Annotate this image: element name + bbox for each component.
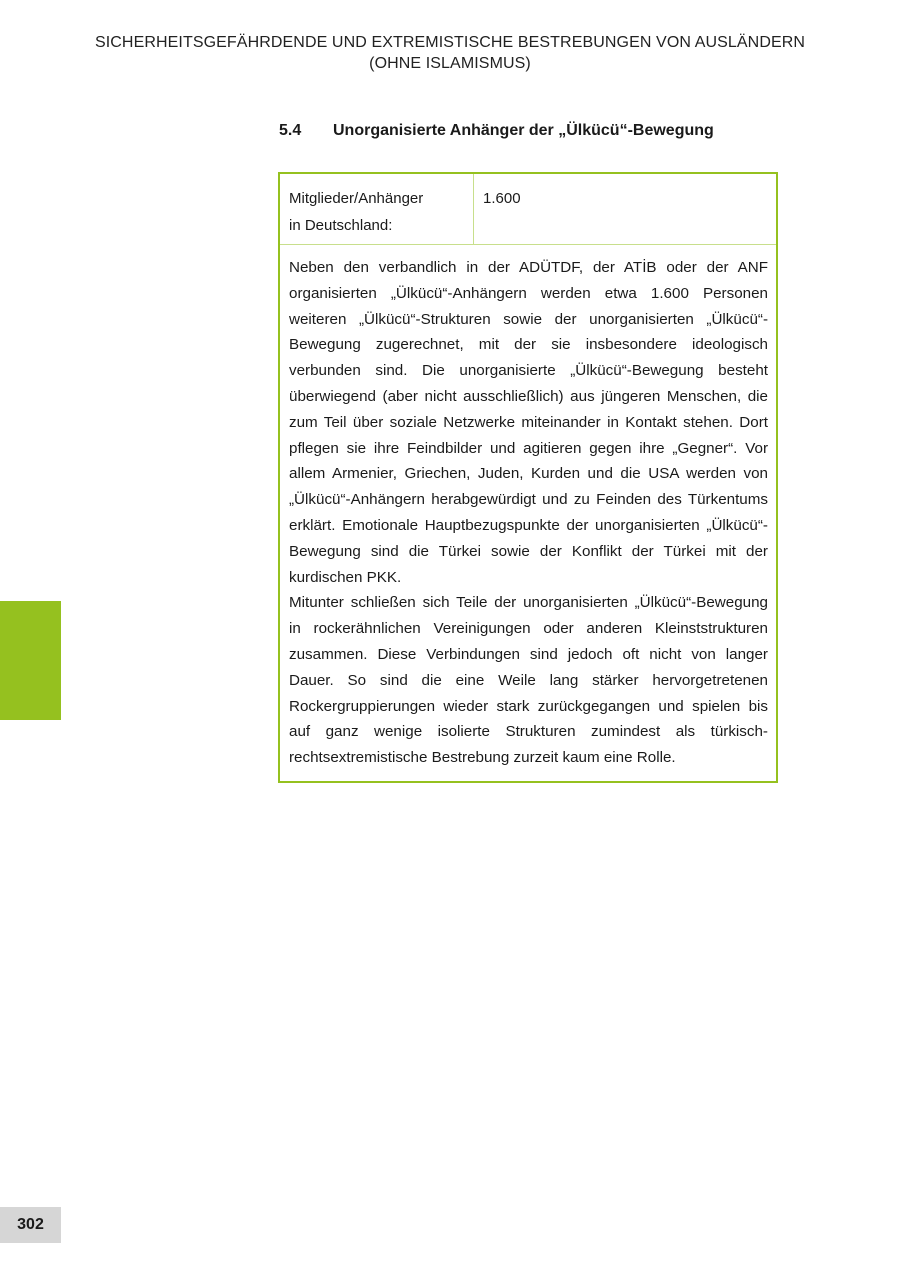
members-label <box>280 174 474 244</box>
page-number: 302 <box>0 1207 61 1243</box>
section-title: Unorganisierte Anhänger der „Ülkücü“-Bewegung <box>333 122 714 139</box>
members-label-line1: Mitglieder/Anhänger <box>289 190 424 207</box>
section-number: 5.4 <box>279 122 302 139</box>
members-label-line2: in Deutschland: <box>289 217 393 234</box>
running-header-line1: SICHERHEITSGEFÄHRDENDE UND EXTREMISTISCHE BESTREBUNGEN VON AUSLÄNDERN <box>94 34 806 51</box>
info-body <box>280 245 776 781</box>
section-heading <box>279 121 714 141</box>
chapter-side-tab <box>0 601 61 720</box>
body-paragraph-1: Neben den verbandlich in der ADÜTDF, der ATİB oder der ANF organisierten „Ülkücü“-Anhängern werden etwa 1.600 Personen weiteren „Ülkücü“-Strukturen sowie der unorganisierten „Ülkücü“-Bewegung zugerechnet, mit der sie insbesondere ideologisch verbunden sind. Die unorganisierte „Ülkücü“-Bewegung besteht überwiegend (aber nicht ausschließlich) aus jüngeren Menschen, die zum Teil über soziale Netzwerke miteinander in Kontakt stehen. Dort pflegen sie ihre Feindbilder und agitieren gegen ihre „Gegner“. Vor allem Armenier, Griechen, Juden, Kurden und die USA werden von „Ülkücü“-Anhängern herabgewürdigt und zu Feinden des Türkentums erklärt. Emotionale Hauptbezugspunkte der unorganisierten „Ülkücü“-Bewegung sind die Türkei sowie der Konflikt der Türkei mit der kurdischen PKK. <box>289 259 768 586</box>
running-header <box>60 32 840 74</box>
members-row <box>280 174 776 245</box>
members-value: 1.600 <box>483 190 521 207</box>
info-box <box>278 172 778 783</box>
running-header-line2: (OHNE ISLAMISMUS) <box>369 55 531 72</box>
body-paragraph-2: Mitunter schließen sich Teile der unorganisierten „Ülkücü“-Bewegung in rockerähnlichen Vereinigungen oder anderen Kleinststrukturen zusammen. Diese Verbindungen sind jedoch oft nicht von langer Dauer. So sind die eine Weile lang stärker hervorgetretenen Rockergruppierungen wieder stark zurückgegangen und spielen bis auf ganz wenige isolierte Strukturen zumindest als türkisch-rechtsextremistische Bestrebung zurzeit kaum eine Rolle. <box>289 594 768 767</box>
